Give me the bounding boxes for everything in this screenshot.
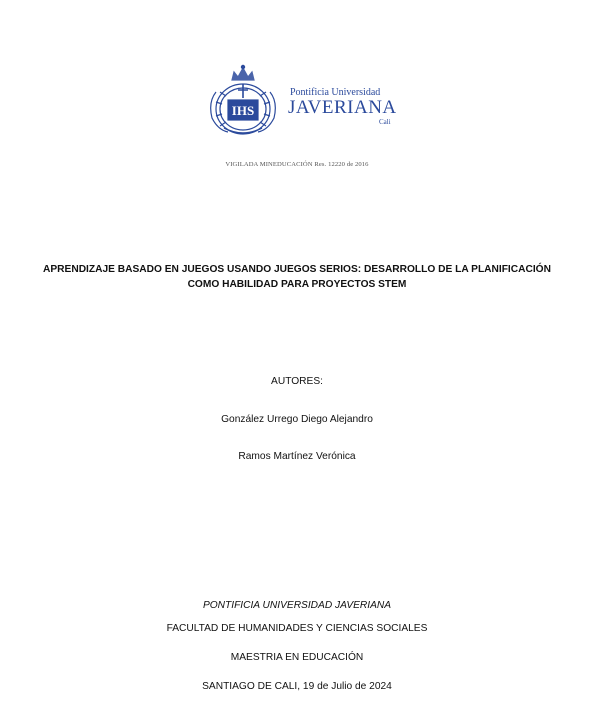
university-logo: [206, 62, 398, 138]
title-line-1: APRENDIZAJE BASADO EN JUEGOS USANDO JUEGOS SERIOS: DESARROLLO DE LA PLANIFICACIÓN: [43, 264, 551, 275]
logo-line3: Cali: [379, 118, 391, 126]
faculty-name: FACULTAD DE HUMANIDADES Y CIENCIAS SOCIALES: [166, 623, 428, 634]
logo-line1: Pontificia Universidad: [290, 87, 381, 98]
program-name: MAESTRIA EN EDUCACIÓN: [230, 652, 364, 663]
crest-icon: [206, 62, 398, 138]
university-name: PONTIFICIA UNIVERSIDAD JAVERIANA: [202, 600, 392, 611]
title-line-2: COMO HABILIDAD PARA PROYECTOS STEM: [187, 279, 407, 290]
author-name: Ramos Martínez Verónica: [238, 451, 356, 462]
vigilada-notice: VIGILADA MINEDUCACIÓN Res. 12220 de 2016: [225, 161, 369, 168]
authors-label: AUTORES:: [271, 376, 323, 387]
place-date: SANTIAGO DE CALI, 19 de Julio de 2024: [202, 681, 392, 692]
author-name: González Urrego Diego Alejandro: [221, 414, 373, 425]
thesis-title: [0, 262, 594, 292]
crest-letters: IHS: [231, 103, 255, 118]
logo-line2: JAVERIANA: [288, 97, 397, 118]
